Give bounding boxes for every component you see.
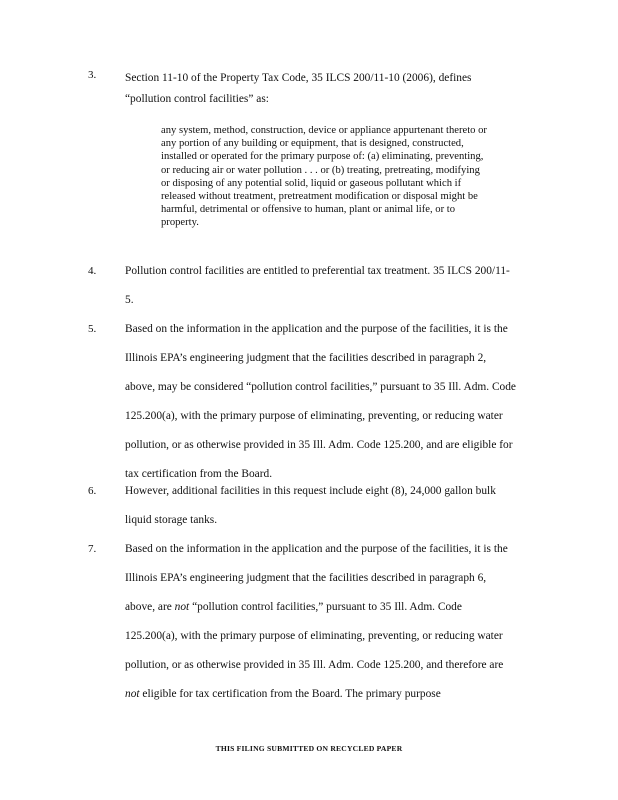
paragraph-number: 4. [88,265,97,277]
paragraph-text [125,535,517,709]
paragraph-text: Based on the information in the application and the purpose of the facilities, it is the Illinois EPA’s engineering judgment that the facilities described in paragraph 2, above, may be considered “pollution control facilities,” pursuant to 35 Ill. Adm. Code 125.200(a), with the primary purpose of eliminating, preventing, or reducing water pollution, or as otherwise provided in 35 Ill. Adm. Code 125.200, and are eligible for tax certification from the Board. [125,323,516,480]
paragraph-text: However, additional facilities in this request include eight (8), 24,000 gallon bulk liquid storage tanks. [125,485,496,526]
emphasis-not: not [125,688,140,700]
text-segment: “pollution control facilities,” pursuant to 35 Ill. Adm. Code 125.200(a), with the primary purpose of eliminating, preventing, or reducing water pollution, or as otherwise provided in 35 Ill. Adm. Code 125.200, and therefore are [125,601,504,671]
paragraph-number: 7. [88,543,97,555]
paragraph-number: 6. [88,485,97,497]
text-segment: eligible for tax certification from the Board. The primary purpose [139,688,441,700]
emphasis-not: not [174,601,190,613]
paragraph-number: 5. [88,323,97,335]
paragraph-number: 3. [88,69,97,81]
text-segment: Based on the information in the application and the purpose of the facilities, it is the Illinois EPA’s engineering judgment that the facilities described in paragraph 6, above, are [125,543,508,613]
quote-intro: “pollution control facilities” as: [125,93,269,105]
footer-notice: THIS FILING SUBMITTED ON RECYCLED PAPER [215,744,403,753]
block-quote: any system, method, construction, device or appliance appurtenant thereto or any portion of any building or equipment, that is designed, constructed, installed or operated for the primary purpose of: (a) eliminating, preventing, or reducing air or water pollution . . . or (b) treating, pretreating, modifying or disposing of any potential solid, liquid or gaseous pollutant which if released without treatment, pretreatment modification or disposal might be harmful, detrimental or offensive to human, plant or animal life, or to property. [161,125,487,229]
paragraph-text: Section 11-10 of the Property Tax Code, 35 ILCS 200/11-10 (2006), defines [125,72,472,84]
paragraph-text: Pollution control facilities are entitled to preferential tax treatment. 35 ILCS 200/11-5. [125,265,510,306]
